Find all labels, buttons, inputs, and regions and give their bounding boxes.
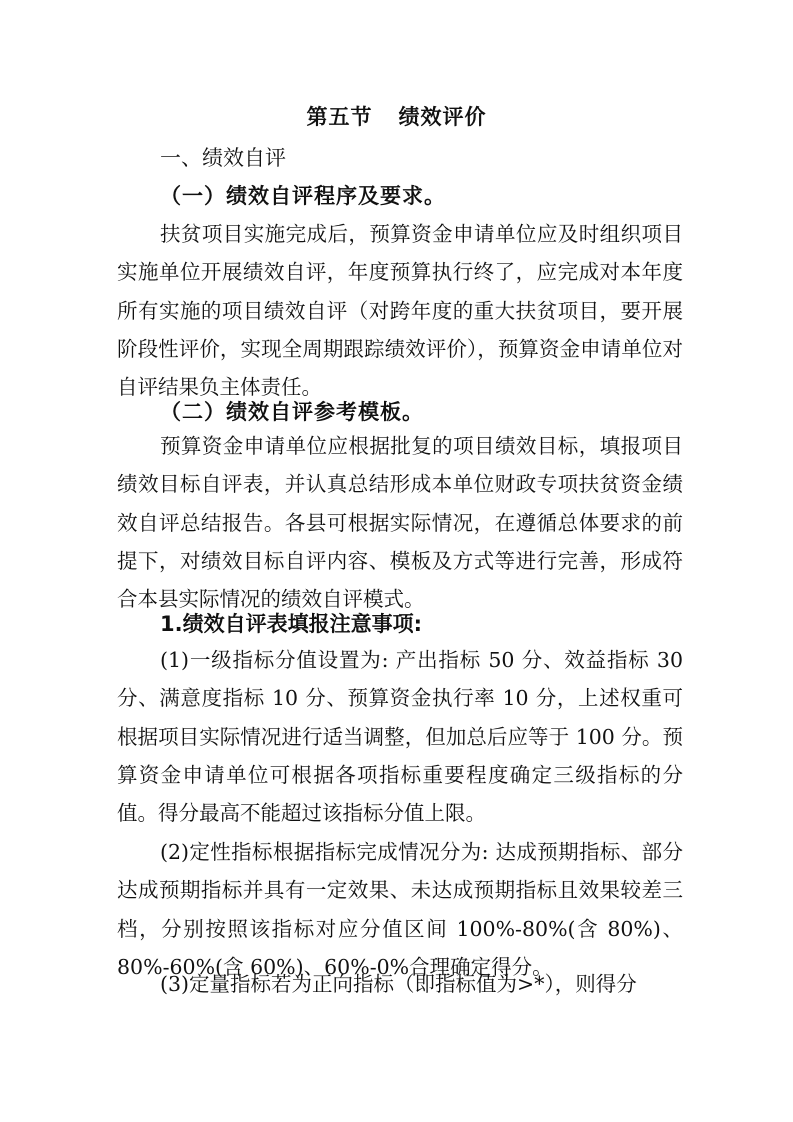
subheading-template: （二）绩效自评参考模板。 [160, 400, 424, 424]
paragraph-template: 预算资金申请单位应根据批复的项目绩效目标，填报项目绩效目标自评表，并认真总结形成本单位财政专项扶贫资金绩效自评总结报告。各县可根据实际情况，在遵循总体要求的前提下，对绩效目标自评内容、模板及方式等进行完善，形成符合本县实际情况的绩效自评模式。 [117, 434, 683, 612]
heading-performance-self-evaluation: 一、绩效自评 [160, 146, 286, 170]
section-name: 绩效评价 [398, 105, 487, 129]
subheading-form-notes: 1.绩效自评表填报注意事项: [160, 612, 422, 636]
section-number: 第五节 [306, 105, 373, 129]
section-title [0, 101, 793, 131]
point-3: (3)定量指标若为正向指标（即指标值为>*），则得分 [160, 972, 637, 996]
paragraph-procedure: 扶贫项目实施完成后，预算资金申请单位应及时组织项目实施单位开展绩效自评，年度预算执行终了，应完成对本年度所有实施的项目绩效自评（对跨年度的重大扶贫项目，要开展阶段性评价，实现全周期跟踪绩效评价），预算资金申请单位对自评结果负主体责任。 [117, 222, 683, 400]
point-1: (1)一级指标分值设置为: 产出指标 50 分、效益指标 30 分、满意度指标 10 分、预算资金执行率 10 分，上述权重可根据项目实际情况进行适当调整，但加总后应等于 100 分。预算资金申请单位可根据各项指标重要程度确定三级指标的分值。得分最高不能超过该指标分值上限。 [117, 648, 683, 826]
point-2: (2)定性指标根据指标完成情况分为: 达成预期指标、部分达成预期指标并具有一定效果、未达成预期指标且效果较差三档，分别按照该指标对应分值区间 100%-80%(含 80%)、80%-60%(含 60%)、60%-0%合理确定得分。 [117, 840, 683, 979]
subheading-procedure: （一）绩效自评程序及要求。 [160, 184, 446, 208]
